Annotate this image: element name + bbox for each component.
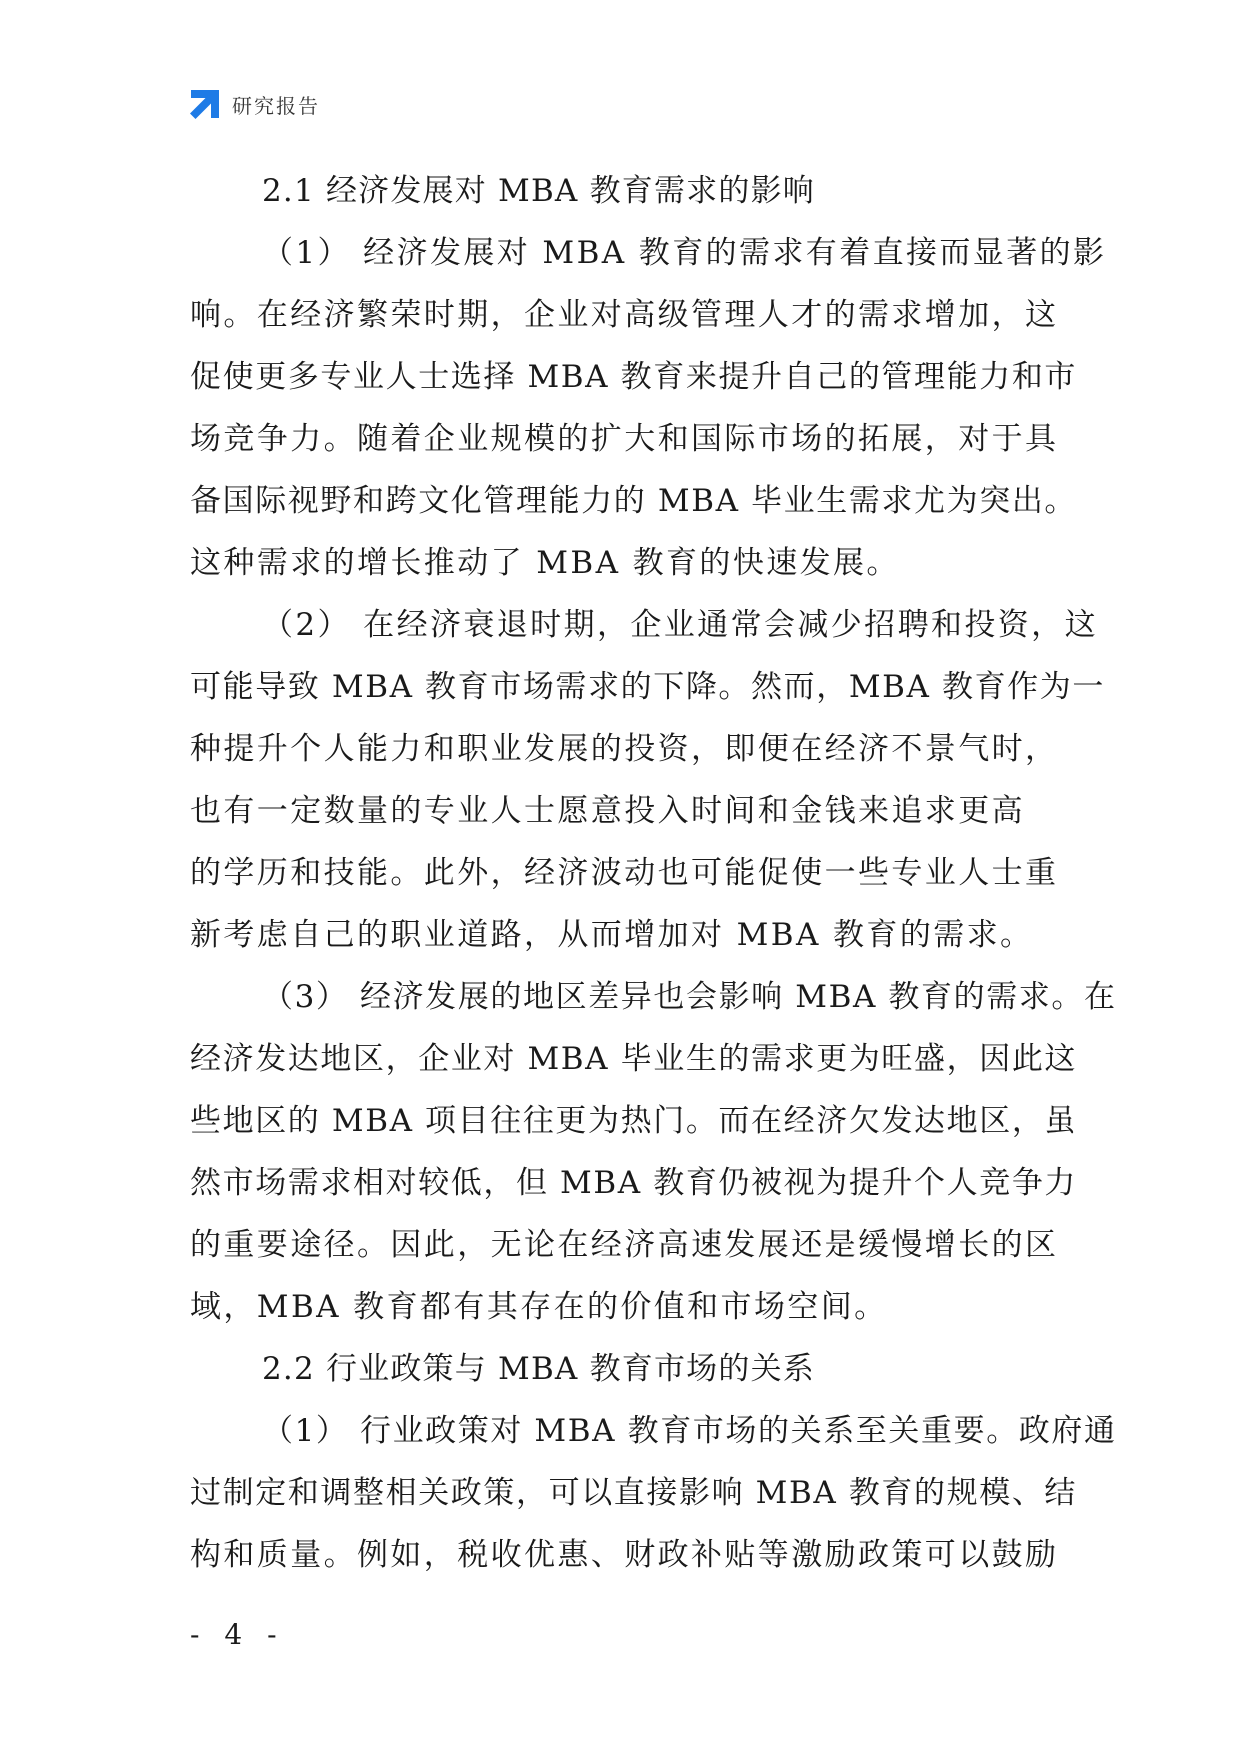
arrow-up-right-icon xyxy=(188,87,222,121)
paragraph-line: 些地区的 MBA 项目往往更为热门。而在经济欠发达地区，虽 xyxy=(190,1103,1078,1139)
section-heading-2-2: 2.2 行业政策与 MBA 教育市场的关系 xyxy=(262,1351,815,1387)
section-heading-2-1: 2.1 经济发展对 MBA 教育需求的影响 xyxy=(262,173,815,209)
paragraph-line: 构和质量。例如，税收优惠、财政补贴等激励政策可以鼓励 xyxy=(190,1537,1059,1573)
paragraph-line: 可能导致 MBA 教育市场需求的下降。然而，MBA 教育作为一 xyxy=(190,669,1105,705)
paragraph-line: （1） 行业政策对 MBA 教育市场的关系至关重要。政府通 xyxy=(262,1413,1117,1449)
paragraph-line: 的学历和技能。此外，经济波动也可能促使一些专业人士重 xyxy=(190,855,1059,891)
paragraph-line: 也有一定数量的专业人士愿意投入时间和金钱来追求更高 xyxy=(190,793,1025,829)
paragraph-line: 的重要途径。因此，无论在经济高速发展还是缓慢增长的区 xyxy=(190,1227,1059,1263)
page-number: - 4 - xyxy=(190,1618,285,1651)
header-title: 研究报告 xyxy=(232,93,320,118)
paragraph-line: （2） 在经济衰退时期，企业通常会减少招聘和投资，这 xyxy=(262,607,1098,643)
document-body xyxy=(190,160,1117,1586)
paragraph-line: 经济发达地区，企业对 MBA 毕业生的需求更为旺盛，因此这 xyxy=(190,1041,1078,1077)
paragraph-line: 场竞争力。随着企业规模的扩大和国际市场的拓展，对于具 xyxy=(190,421,1059,457)
paragraph-line: 响。在经济繁荣时期，企业对高级管理人才的需求增加，这 xyxy=(190,297,1059,333)
paragraph-line: （1） 经济发展对 MBA 教育的需求有着直接而显著的影 xyxy=(262,235,1107,271)
paragraph-line: 这种需求的增长推动了 MBA 教育的快速发展。 xyxy=(190,545,900,581)
paragraph-line: 过制定和调整相关政策，可以直接影响 MBA 教育的规模、结 xyxy=(190,1475,1078,1511)
paragraph-line: 备国际视野和跨文化管理能力的 MBA 毕业生需求尤为突出。 xyxy=(190,483,1078,519)
paragraph-line: 然市场需求相对较低，但 MBA 教育仍被视为提升个人竞争力 xyxy=(190,1165,1078,1201)
paragraph-line: 促使更多专业人士选择 MBA 教育来提升自己的管理能力和市 xyxy=(190,359,1078,395)
paragraph-line: 新考虑自己的职业道路，从而增加对 MBA 教育的需求。 xyxy=(190,917,1034,953)
paragraph-line: （3） 经济发展的地区差异也会影响 MBA 教育的需求。在 xyxy=(262,979,1117,1015)
paragraph-line: 域，MBA 教育都有其存在的价值和市场空间。 xyxy=(190,1289,888,1325)
paragraph-line: 种提升个人能力和职业发展的投资，即便在经济不景气时， xyxy=(190,731,1059,767)
report-header xyxy=(188,86,320,122)
